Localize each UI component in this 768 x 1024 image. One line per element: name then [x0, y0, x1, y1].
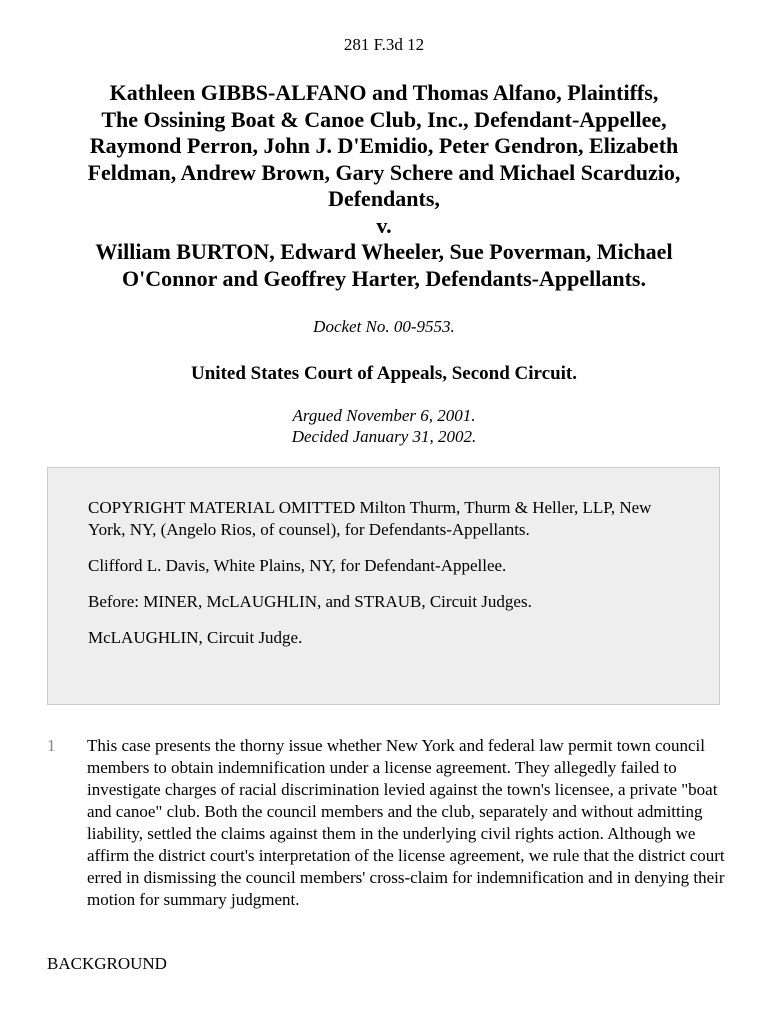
panel-judges: Before: MINER, McLAUGHLIN, and STRAUB, Circuit Judges.: [88, 592, 532, 611]
caption-line: Kathleen GIBBS-ALFANO and Thomas Alfano, Plaintiffs,: [109, 80, 659, 105]
caption-line: The Ossining Boat & Canoe Club, Inc., Defendant-Appellee,: [101, 106, 667, 132]
case-dates: [0, 405, 768, 447]
caption-line: Feldman, Andrew Brown, Gary Schere and Michael Scarduzio,: [87, 159, 681, 185]
decided-date: Decided January 31, 2002.: [291, 427, 477, 446]
opinion-paragraph: [47, 735, 727, 911]
counsel-panel: [47, 467, 720, 705]
docket-number: Docket No. 00-9553.: [313, 317, 455, 336]
paragraph-text: This case presents the thorny issue whether New York and federal law permit town council members to obtain indemnification under a license agreement. They allegedly failed to investigate charges of racial discrimination levied against the town's licensee, a private "boat and canoe" club. Both the council members and the club, separately and without admitting liability, settled the claims against them in the underlying civil rights action. Although we affirm the district court's interpretation of the license agreement, we rule that the district court erred in dismissing the council members' cross-claim for indemnification and in denying their motion for summary judgment.: [87, 736, 725, 909]
caption-line: O'Connor and Geoffrey Harter, Defendants-Appellants.: [122, 265, 646, 291]
appellants-counsel: COPYRIGHT MATERIAL OMITTED Milton Thurm, Thurm & Heller, LLP, New York, NY, (Angelo Rios, of counsel), for Defendants-Appellants.: [88, 498, 652, 539]
argued-date: Argued November 6, 2001.: [292, 406, 476, 425]
paragraph-number: 1: [47, 736, 56, 755]
court-name: United States Court of Appeals, Second Circuit.: [191, 363, 577, 384]
caption-line: William BURTON, Edward Wheeler, Sue Poverman, Michael: [95, 239, 673, 264]
caption-versus: v.: [376, 212, 392, 238]
reporter-citation: 281 F.3d 12: [343, 35, 425, 54]
caption-line: Raymond Perron, John J. D'Emidio, Peter Gendron, Elizabeth: [89, 133, 679, 158]
case-caption: [30, 80, 738, 292]
caption-line: Defendants,: [328, 186, 440, 211]
opinion-author: McLAUGHLIN, Circuit Judge.: [88, 628, 303, 647]
appellee-counsel: Clifford L. Davis, White Plains, NY, for Defendant-Appellee.: [88, 556, 507, 575]
section-heading: BACKGROUND: [47, 954, 167, 973]
